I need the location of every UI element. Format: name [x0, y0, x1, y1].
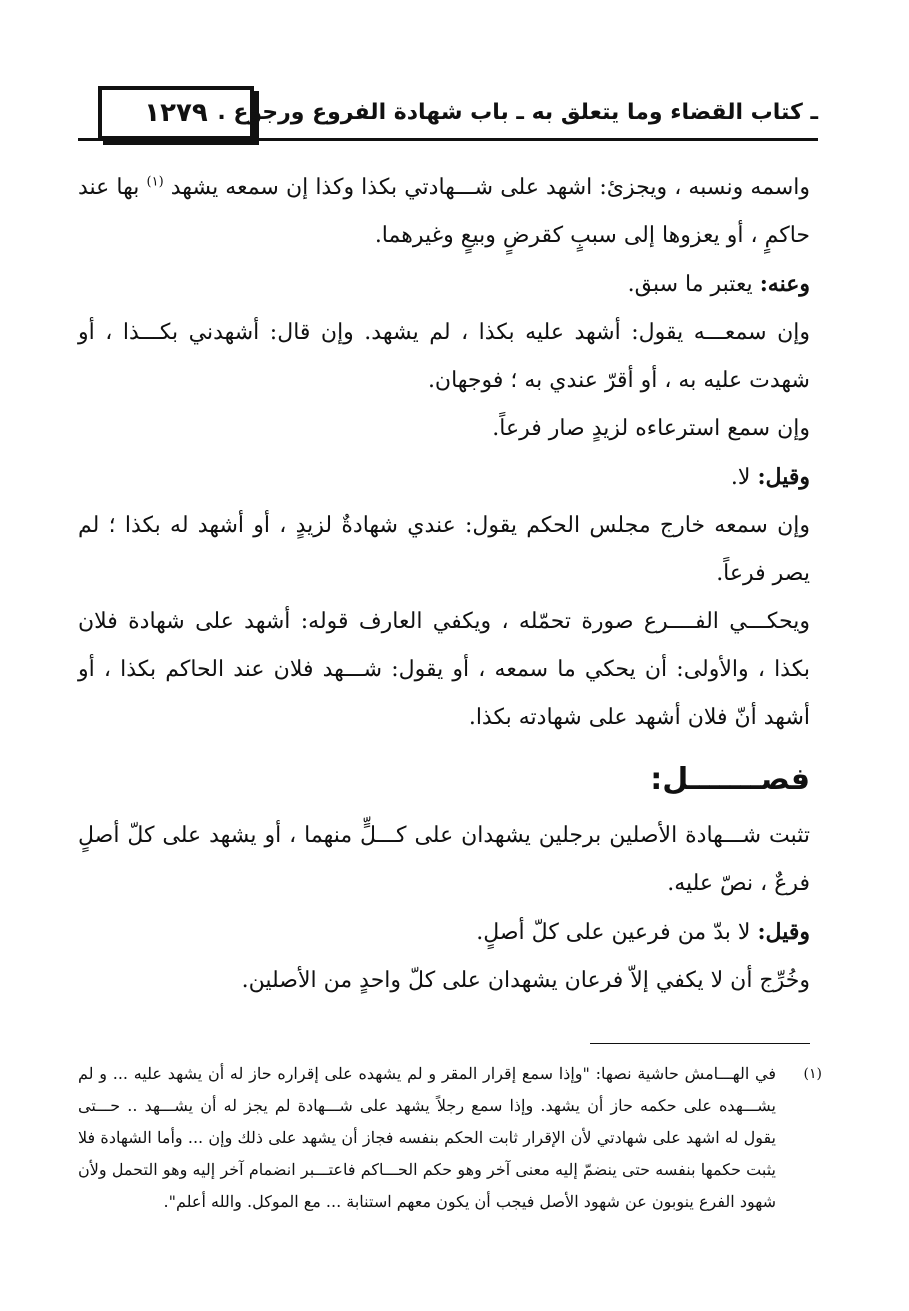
paragraph-text: تثبت شـــهادة الأصلين برجلين يشهدان على كـــلٍّ منهما ، أو يشهد على كلّ أصلٍ فرعٌ ، نصّ عليه. [78, 823, 810, 896]
paragraph [78, 502, 810, 598]
page-number: ١٢٧٩ [98, 86, 254, 140]
paragraph-text: لا. [730, 465, 751, 490]
footnote [78, 1058, 822, 1218]
paragraph-text: بها عند حاكمٍ ، أو يعزوها إلى سببٍ كقرضٍ وبيعٍ وغيرهما. [78, 175, 810, 248]
header-rule [78, 138, 818, 141]
paragraph [78, 957, 810, 1005]
paragraph [78, 598, 810, 742]
paragraph-lead: وعنه: [759, 271, 810, 297]
paragraph [78, 453, 810, 502]
paragraph-text: وإن سمعه خارج مجلس الحكم يقول: عندي شهادةٌ لزيدٍ ، أو أشهد له بكذا ؛ لم يصر فرعاً. [78, 513, 810, 586]
paragraph [78, 908, 810, 957]
paragraph-text: ويحكـــي الفــــرع صورة تحمّله ، ويكفي العارف قوله: أشهد على شهادة فلان بكذا ، والأولى: أن يحكي ما سمعه ، أو يقول: شـــهد فلان عند الحاكم بكذا ، أو أشهد أنّ فلان أشهد على شهادته بكذا. [78, 609, 810, 730]
paragraph [78, 164, 810, 260]
page-header [78, 82, 818, 146]
paragraph-lead: وقيل: [757, 919, 810, 945]
footnote-text: في الهـــامش حاشية نصها: "وإذا سمع إقرار المقر و لم يشهده على إقراره حاز له أن يشهد عليه ... و لم يشـــهده على حكمه حاز أن يشهد. وإذا سمع رجلاً يشهد على شـــهادة لم يجز له أن يشـــهد .. حـــتى يقول له اشهد على شهادتي لأن الإقرار ثابت الحكم بنفسه فجاز أن يشهد على ذلك وإن ... وأما الشهادة فلا يثبت حكمها بنفسه حتى ينضمّ إليه معنى آخر وهو حكم الحـــاكم فاعتـــبر انضمام آخر إليه وهو التحمل ولأن شهود الفرع ينوبون عن شهود الأصل فيجب أن يكون معهم استنابة ... مع الموكل. والله أعلم". [78, 1064, 776, 1211]
paragraph [78, 309, 810, 405]
paragraph-text: وإن سمع استرعاءه لزيدٍ صار فرعاً. [492, 416, 810, 441]
section-heading: فصـــــــل: [650, 762, 810, 797]
paragraph [78, 405, 810, 453]
footnote-mark: (١) [803, 1066, 822, 1082]
running-title: ـ كتاب القضاء وما يتعلق به ـ باب شهادة الفروع ورجوع . [217, 100, 818, 125]
paragraph-text: وإن سمعـــه يقول: أشهد عليه بكذا ، لم يشهد. وإن قال: أشهدني بكـــذا ، أو شهدت عليه به ، أو أقرّ عندي به ؛ فوجهان. [78, 320, 810, 393]
footnote-separator [590, 1043, 810, 1044]
paragraph [78, 812, 810, 908]
footnotes [78, 1058, 822, 1218]
paragraph-text: وخُرِّج أن لا يكفي إلاّ فرعان يشهدان على كلّ واحدٍ من الأصلين. [241, 968, 810, 993]
paragraph-text: لا بدّ من فرعين على كلّ أصلٍ. [476, 920, 751, 945]
main-text [78, 164, 810, 1005]
paragraph [78, 260, 810, 309]
paragraph-lead: وقيل: [757, 464, 810, 490]
paragraph-text: يعتبر ما سبق. [627, 272, 753, 297]
footnote-reference: (١) [146, 174, 164, 190]
paragraph-text: واسمه ونسبه ، ويجزئ: اشهد على شـــهادتي بكذا وكذا إن سمعه يشهد [170, 175, 810, 200]
